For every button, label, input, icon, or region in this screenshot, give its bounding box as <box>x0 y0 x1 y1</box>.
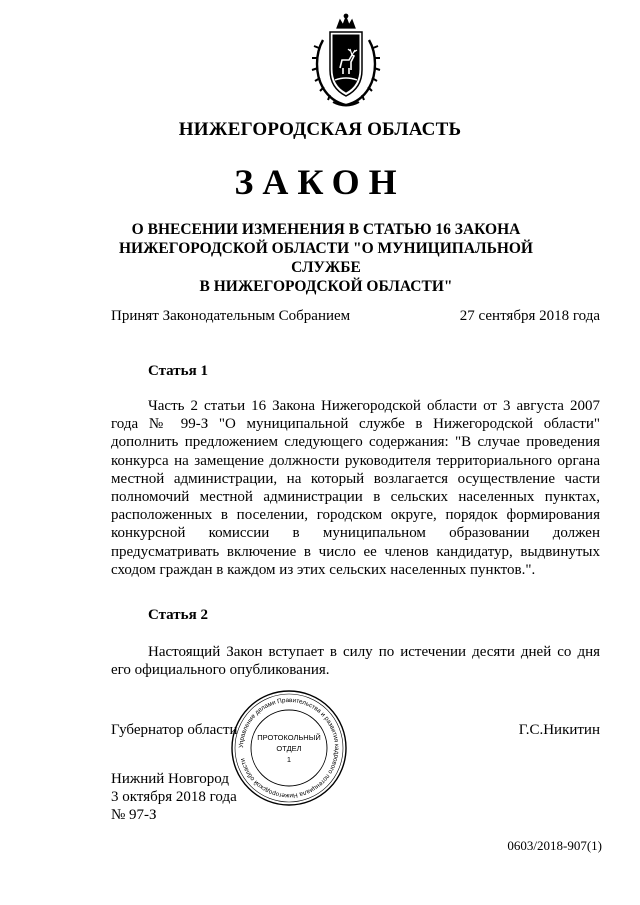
article-2-text: Настоящий Закон вступает в силу по истечении десяти дней со дня его официального опубликования. <box>111 644 600 679</box>
law-title <box>96 220 556 296</box>
document-code: 0603/2018-907(1) <box>507 838 602 853</box>
adoption-line <box>111 308 600 325</box>
article-1-heading: Статья 1 <box>148 363 208 379</box>
document-type: ЗАКОН <box>234 162 406 202</box>
article-1-text: Часть 2 статьи 16 Закона Нижегородской области от 3 августа 2007 года № 99-З "О муниципальной службе в Нижегородской области" дополнить предложением следующего содержания: "В случае проведения конкурса на замещение должности руководителя территориального органа местной администрации, на который возлагается осуществление части полномочий местной администрации в сельских населенных пунктах, расположенных в поселении, городском округе, порядок формирования конкурсной комиссии в муниципальном образовании должен предусматривать включение в число ее членов кандидатур, выдвинутых сходом граждан в каждом из этих сельских населенных пунктов.". <box>111 398 600 578</box>
city: Нижний Новгород <box>111 771 229 787</box>
place-date-block <box>111 770 237 824</box>
article-2-heading: Статья 2 <box>148 607 208 623</box>
signature-row <box>111 722 600 739</box>
adopted-by: Принят Законодательным Собранием <box>111 308 351 324</box>
stamp-center-line: 1 <box>286 755 292 764</box>
signatory-name: Г.С.Никитин <box>518 722 600 738</box>
stamp-ring-text: Управление делами Правительства и развития кадрового потенциала Нижегородской области <box>237 696 341 800</box>
region-name: НИЖЕГОРОДСКАЯ ОБЛАСТЬ <box>178 119 462 140</box>
official-stamp <box>229 688 349 808</box>
stamp-center-line: ОТДЕЛ <box>276 744 302 753</box>
signatory-position: Губернатор области <box>111 722 238 738</box>
coat-of-arms-emblem <box>309 12 383 110</box>
law-title-line: О ВНЕСЕНИИ ИЗМЕНЕНИЯ В СТАТЬЮ 16 ЗАКОНА <box>131 221 521 238</box>
law-title-line: НИЖЕГОРОДСКОЙ ОБЛАСТИ "О МУНИЦИПАЛЬНОЙ СЛУЖБЕ <box>118 240 533 276</box>
adoption-date: 27 сентября 2018 года <box>459 308 600 324</box>
sign-date: 3 октября 2018 года <box>111 789 237 805</box>
law-title-line: В НИЖЕГОРОДСКОЙ ОБЛАСТИ" <box>199 278 453 295</box>
stamp-center-line: ПРОТОКОЛЬНЫЙ <box>257 733 321 742</box>
law-number: № 97-З <box>111 807 157 823</box>
